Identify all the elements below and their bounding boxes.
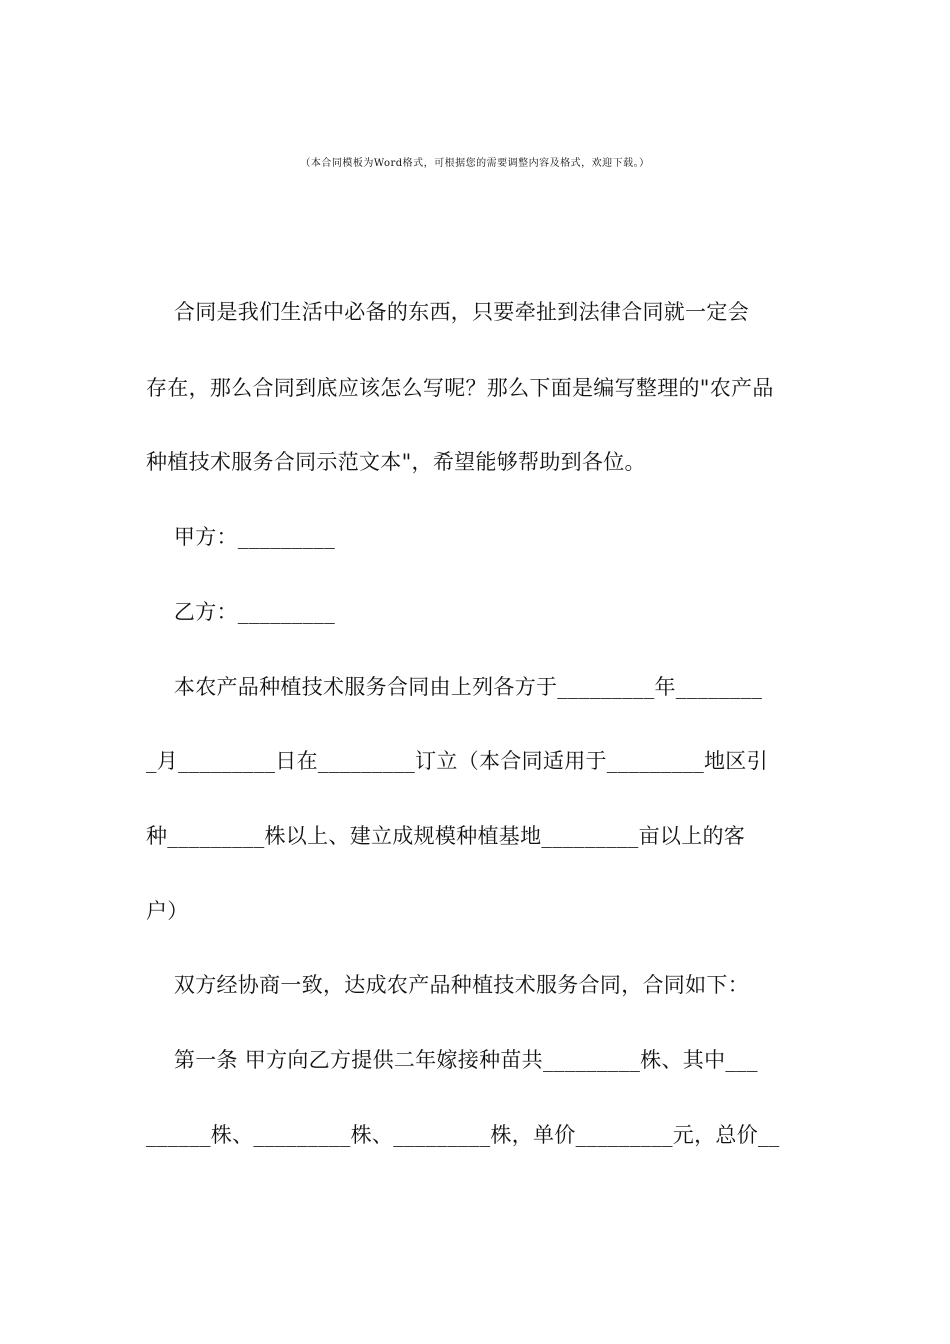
paragraph-line: 合同是我们生活中必备的东西，只要牵扯到法律合同就一定会 [146,300,749,324]
article-line: 第一条 甲方向乙方提供二年嫁接种苗共_________株、其中___ [146,1048,758,1072]
paragraph-line: 种_________株以上、建立成规模种植基地_________亩以上的客 [146,824,746,848]
party-b-line: 乙方：_________ [146,600,336,624]
paragraph-line: 双方经协商一致，达成农产品种植技术服务合同，合同如下： [146,973,749,997]
paragraph-line: 种植技术服务合同示范文本"，希望能够帮助到各位。 [146,450,646,474]
paragraph-line: 存在，那么合同到底应该怎么写呢？那么下面是编写整理的"农产品 [146,376,774,400]
paragraph-line: _月_________日在_________订立（本合同适用于_________地区引 [146,749,768,773]
paragraph-line: 户） [146,899,189,923]
paragraph-line: 本农产品种植技术服务合同由上列各方于_________年________ [146,675,763,699]
party-a-line: 甲方：_________ [146,525,336,549]
template-note: （本合同模板为Word格式，可根据您的需要调整内容及格式，欢迎下载。） [300,158,650,169]
article-line: ______株、_________株、_________株，单价_________元，总价__ [146,1123,780,1147]
